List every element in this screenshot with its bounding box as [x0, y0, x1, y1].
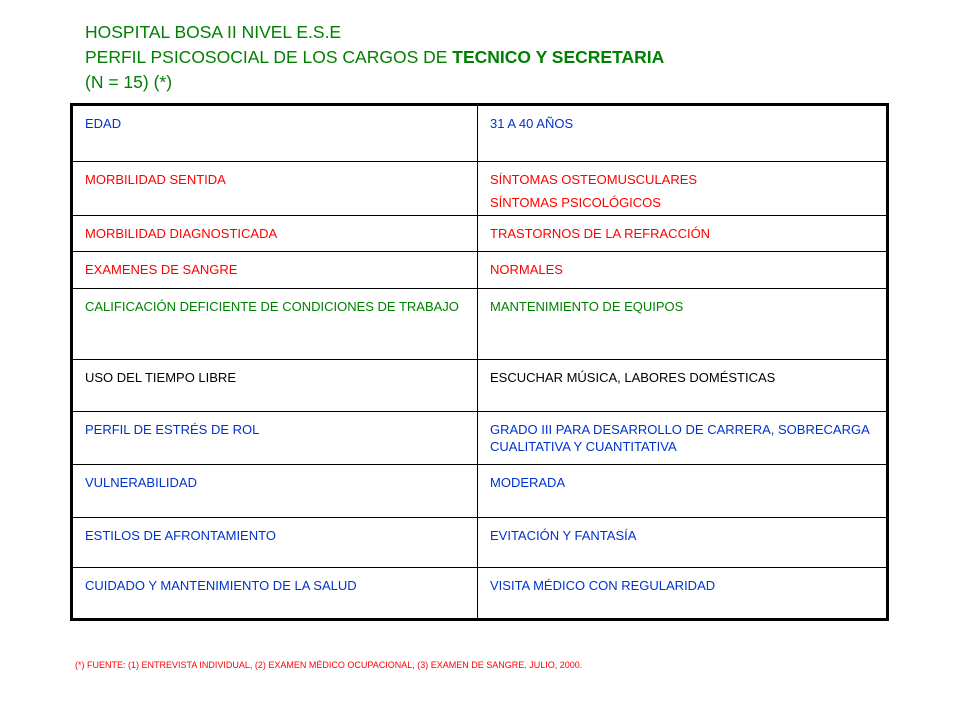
row-value-work-conditions: MANTENIMIENTO DE EQUIPOS — [478, 289, 888, 360]
row-value-free-time: ESCUCHAR MÚSICA, LABORES DOMÉSTICAS — [478, 360, 888, 412]
table-row — [72, 162, 888, 216]
row-label-perceived-morbidity: MORBILIDAD SENTIDA — [72, 162, 478, 216]
perceived-morbidity-line-1: SÍNTOMAS OSTEOMUSCULARES — [490, 172, 698, 187]
title-profile — [85, 45, 905, 70]
row-label-blood-tests: EXAMENES DE SANGRE — [72, 252, 478, 289]
table-row — [72, 289, 888, 360]
row-value-health-care: VISITA MÉDICO CON REGULARIDAD — [478, 568, 888, 620]
row-value-perceived-morbidity — [478, 162, 888, 216]
row-label-free-time: USO DEL TIEMPO LIBRE — [72, 360, 478, 412]
row-label-vulnerability: VULNERABILIDAD — [72, 465, 478, 518]
row-value-age: 31 A 40 AÑOS — [478, 105, 888, 162]
table-row — [72, 568, 888, 620]
row-label-role-stress: PERFIL DE ESTRÉS DE ROL — [72, 412, 478, 465]
table-row — [72, 105, 888, 162]
table-row — [72, 412, 888, 465]
table-row — [72, 216, 888, 252]
row-label-diagnosed-morbidity: MORBILIDAD DIAGNOSTICADA — [72, 216, 478, 252]
psychosocial-profile-table — [70, 103, 889, 621]
title-hospital: HOSPITAL BOSA II NIVEL E.S.E — [85, 22, 342, 42]
title-profile-prefix: PERFIL PSICOSOCIAL DE LOS CARGOS DE — [85, 47, 453, 67]
row-label-age: EDAD — [72, 105, 478, 162]
row-label-health-care: CUIDADO Y MANTENIMIENTO DE LA SALUD — [72, 568, 478, 620]
row-label-coping-styles: ESTILOS DE AFRONTAMIENTO — [72, 518, 478, 568]
table-row — [72, 252, 888, 289]
title-sample-size: (N = 15) (*) — [85, 72, 173, 92]
source-footnote: (*) FUENTE: (1) ENTREVISTA INDIVIDUAL, (2) EXAMEN MÉDICO OCUPACIONAL, (3) EXAMEN DE SANGRE. JULIO, 2000. — [75, 660, 583, 670]
row-value-role-stress: GRADO III PARA DESARROLLO DE CARRERA, SOBRECARGA CUALITATIVA Y CUANTITATIVA — [478, 412, 888, 465]
row-value-blood-tests: NORMALES — [478, 252, 888, 289]
page-title — [85, 20, 905, 95]
row-value-coping-styles: EVITACIÓN Y FANTASÍA — [478, 518, 888, 568]
row-value-diagnosed-morbidity: TRASTORNOS DE LA REFRACCIÓN — [478, 216, 888, 252]
row-label-work-conditions: CALIFICACIÓN DEFICIENTE DE CONDICIONES DE TRABAJO — [72, 289, 478, 360]
title-profile-roles: TECNICO Y SECRETARIA — [452, 47, 665, 67]
perceived-morbidity-line-2: SÍNTOMAS PSICOLÓGICOS — [490, 195, 661, 210]
table-row — [72, 518, 888, 568]
row-value-vulnerability: MODERADA — [478, 465, 888, 518]
table-row — [72, 465, 888, 518]
table-row — [72, 360, 888, 412]
